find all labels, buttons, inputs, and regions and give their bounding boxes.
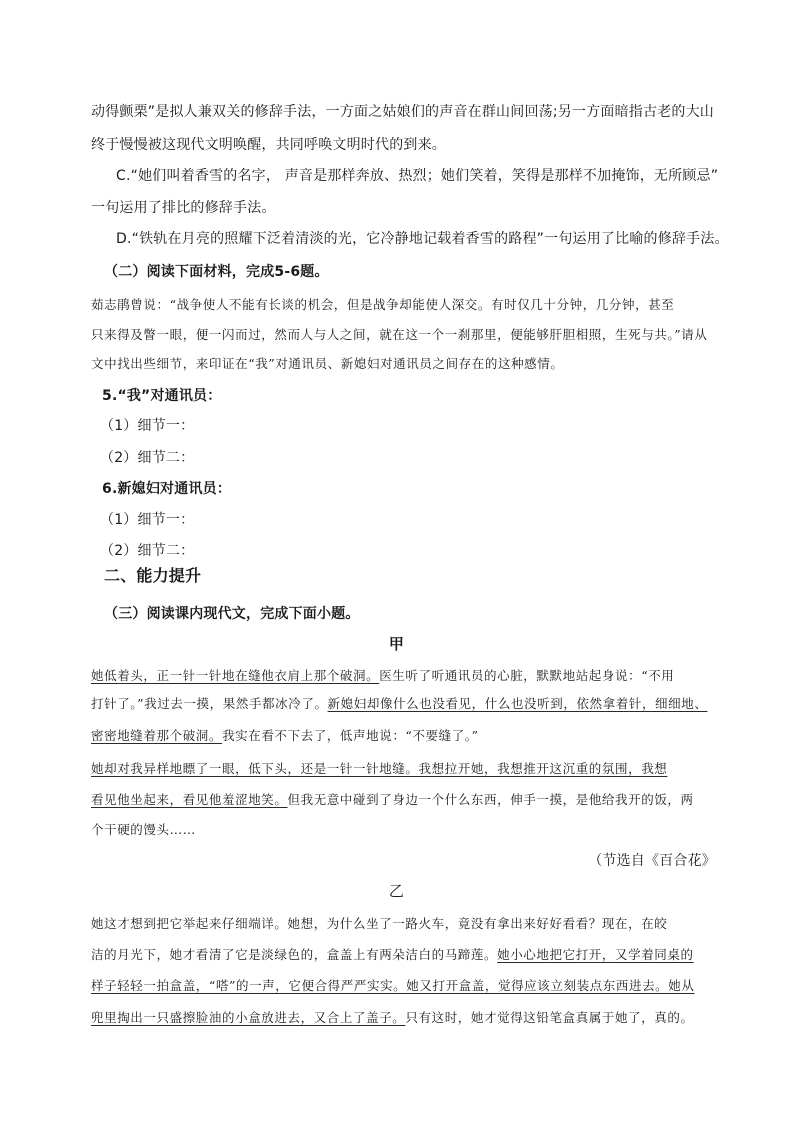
passage-title: 甲 (388, 635, 405, 653)
passage-line (91, 790, 731, 810)
passage-line: 个干硬的馒头…… (91, 822, 196, 837)
detail-label: （1）细节一： (100, 512, 195, 528)
passage-title: 乙 (388, 882, 405, 900)
section-heading: （二）阅读下面材料，完成5-6题。 (104, 264, 329, 280)
plain-text: 我实在看不下去了，低声地说：“不要缝了。” (222, 728, 479, 743)
underlined-text: 看见他坐起来，看见他羞涩地笑。 (91, 792, 288, 807)
underlined-text: 她小心地把它打开，又学着同桌的 (497, 947, 694, 962)
option-d: D.“铁轨在月亮的照耀下泛着清淡的光，它冷静地记载着香雪的路程”一句运用了比喻的修辞手法。 (116, 231, 729, 247)
plain-text: 医生听了听通讯员的心脏，默默地站起身说：“不用 (379, 668, 675, 683)
option-c-line: 一句运用了排比的修辞手法。 (91, 200, 276, 216)
detail-label: （1）细节一： (100, 418, 195, 434)
passage-line (91, 694, 731, 714)
underlined-text: 她低着头，正一针一针地在缝他衣肩上那个破洞。 (91, 668, 380, 683)
material-line: 文中找出些细节，来印证在“我”对通讯员、新媳妇对通讯员之间存在的这种感情。 (91, 356, 564, 371)
passage-line (91, 945, 731, 965)
underlined-text: 样子轻轻一拍盒盖，“嗒”的一声，它便合得严严实实。她又打开盒盖，觉得应该立刻装点东西进去。她从 (91, 978, 695, 993)
question-title: 5.“我”对通讯员： (102, 388, 222, 404)
option-c-line: C.“她们叫着香雪的名字， 声音是那样奔放、热烈；她们笑着，笑得是那样不加掩饰，无所顾忌” (116, 168, 719, 184)
question-title: 6.新媳妇对通讯员： (102, 481, 232, 497)
passage-line (91, 759, 731, 779)
plain-text: 打针了。”我过去一摸，果然手都冰冷了。 (91, 696, 328, 711)
passage-line (91, 976, 731, 996)
passage-line: 她这才想到把它举起来仔细端详。她想，为什么坐了一路火车，竟没有拿出来好好看看？现在，在皎 (91, 916, 668, 931)
passage-line (91, 726, 731, 746)
underlined-text: 兜里掏出一只盛擦脸油的小盒放进去，又合上了盖子。 (91, 1010, 406, 1025)
text-line: 终于慢慢被这现代文明唤醒，共同呼唤文明时代的到来。 (91, 137, 446, 153)
underlined-text: 新媳妇却像什么也没看见，什么也没听到，依然拿着针，细细地、 (327, 696, 708, 711)
detail-label: （2）细节二： (100, 543, 195, 559)
section-heading: （三）阅读课内现代文，完成下面小题。 (104, 606, 360, 622)
detail-label: （2）细节二： (100, 450, 195, 466)
text-line: 动得颤栗”是拟人兼双关的修辞手法，一方面之姑娘们的声音在群山间回荡;另一方面暗指古老的大山 (91, 104, 714, 120)
passage-line (91, 1008, 731, 1028)
plain-text: 洁的月光下，她才看清了它是淡绿色的，盒盖上有两朵洁白的马蹄莲。 (91, 947, 498, 962)
material-line: 茹志鹃曾说：“战争使人不能有长谈的机会，但是战争却能使人深交。有时仅几十分钟，几分钟，甚至 (91, 297, 675, 312)
plain-text: 但我无意中碰到了身边一个什么东西，伸手一摸，是他给我开的饭，两 (287, 792, 694, 807)
passage-line (91, 666, 731, 686)
passage-source: （节选自《百合花》 (588, 853, 716, 869)
material-line: 只来得及瞥一眼，便一闪而过，然而人与人之间，就在这一个一刹那里，便能够肝胆相照，生死与共。”请从 (91, 327, 708, 342)
underlined-text: 她却对我异样地瞟了一眼，低下头，还是一针一针地缝。我想拉开她，我想推开这沉重的氛围，我想 (91, 761, 668, 776)
underlined-text: 密密地缝着那个破洞。 (91, 728, 223, 743)
section-title: 二、能力提升 (104, 566, 202, 585)
plain-text: 只有这时，她才觉得这铅笔盒真属于她了，真的。 (405, 1010, 694, 1025)
